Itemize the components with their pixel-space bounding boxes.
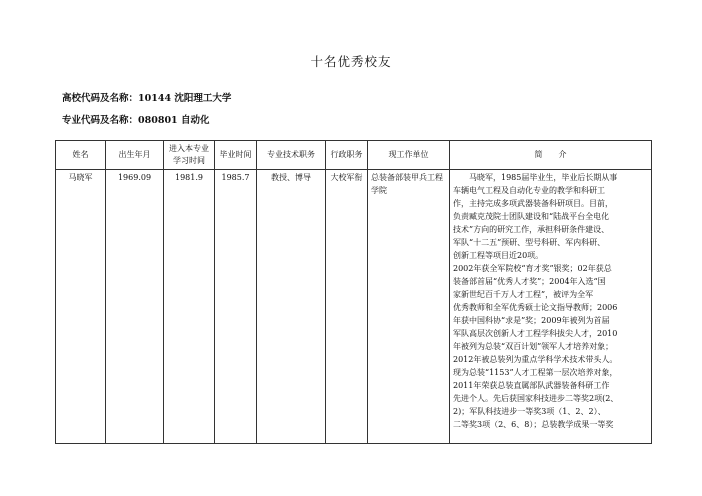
cell-name: 马晓军 — [56, 170, 106, 444]
table-row — [56, 170, 652, 444]
table-header-row — [56, 141, 652, 170]
school-code-line: 高校代码及名称：10144 沈阳理工大学 — [62, 93, 232, 104]
header-intro: 简 介 — [450, 141, 652, 170]
header-graduation: 毕业时间 — [215, 141, 257, 170]
header-name: 姓名 — [56, 141, 106, 170]
cell-birth: 1969.09 — [106, 170, 164, 444]
cell-admin-position: 大校军衔 — [326, 170, 368, 444]
cell-intro — [450, 170, 652, 444]
header-tech-title: 专业技术职务 — [257, 141, 326, 170]
alumni-table — [55, 140, 652, 444]
cell-tech-title: 教授、博导 — [257, 170, 326, 444]
cell-graduation: 1985.7 — [215, 170, 257, 444]
header-entry-time: 进入本专业 学习时间 — [164, 141, 215, 170]
cell-work-unit: 总装备部装甲兵工程学院 — [368, 170, 450, 444]
major-code-line: 专业代码及名称：080801 自动化 — [62, 115, 210, 126]
page-title: 十名优秀校友 — [310, 54, 392, 69]
cell-entry: 1981.9 — [164, 170, 215, 444]
header-admin-position: 行政职务 — [326, 141, 368, 170]
intro-text: 马晓军，1985届毕业生，毕业后长期从事 车辆电气工程及自动化专业的教学和科研工 作，主持完成多项武器装备科研项目。目前， 负责臧克茂院士团队建设和“陆战平台全电化 技术”方向的研究工作，承担科研条件建设、 军队“十二五”预研、型号科研、军内科研、 创新工程等项目近20项。 2002年获全军院校“育才奖”银奖；02年获总 装备部首届“优秀人才奖”；2004年入选“国 家新世纪百千万人才工程”，被评为全军 优秀教师和全军优秀硕士论文指导教师；2006 年获中国科协“求是”奖；2009年被列为首届 军队高层次创新人才工程学科拔尖人才，2010 年被列为总装“双百计划”领军人才培养对象； 2012年被总装列为重点学科学术技术带头人。 现为总装“1153”人才工程第一层次培养对象， 2011年荣获总装直属部队武器装备科研工作 先进个人。先后获国家科技进步二等奖2项(2、 2)；军队科技进步一等奖3项（1、2、2）、 二等奖3项（2、6、8）；总装教学成果一等奖 — [453, 173, 619, 429]
header-birth: 出生年月 — [106, 141, 164, 170]
header-work-unit: 现工作单位 — [368, 141, 450, 170]
